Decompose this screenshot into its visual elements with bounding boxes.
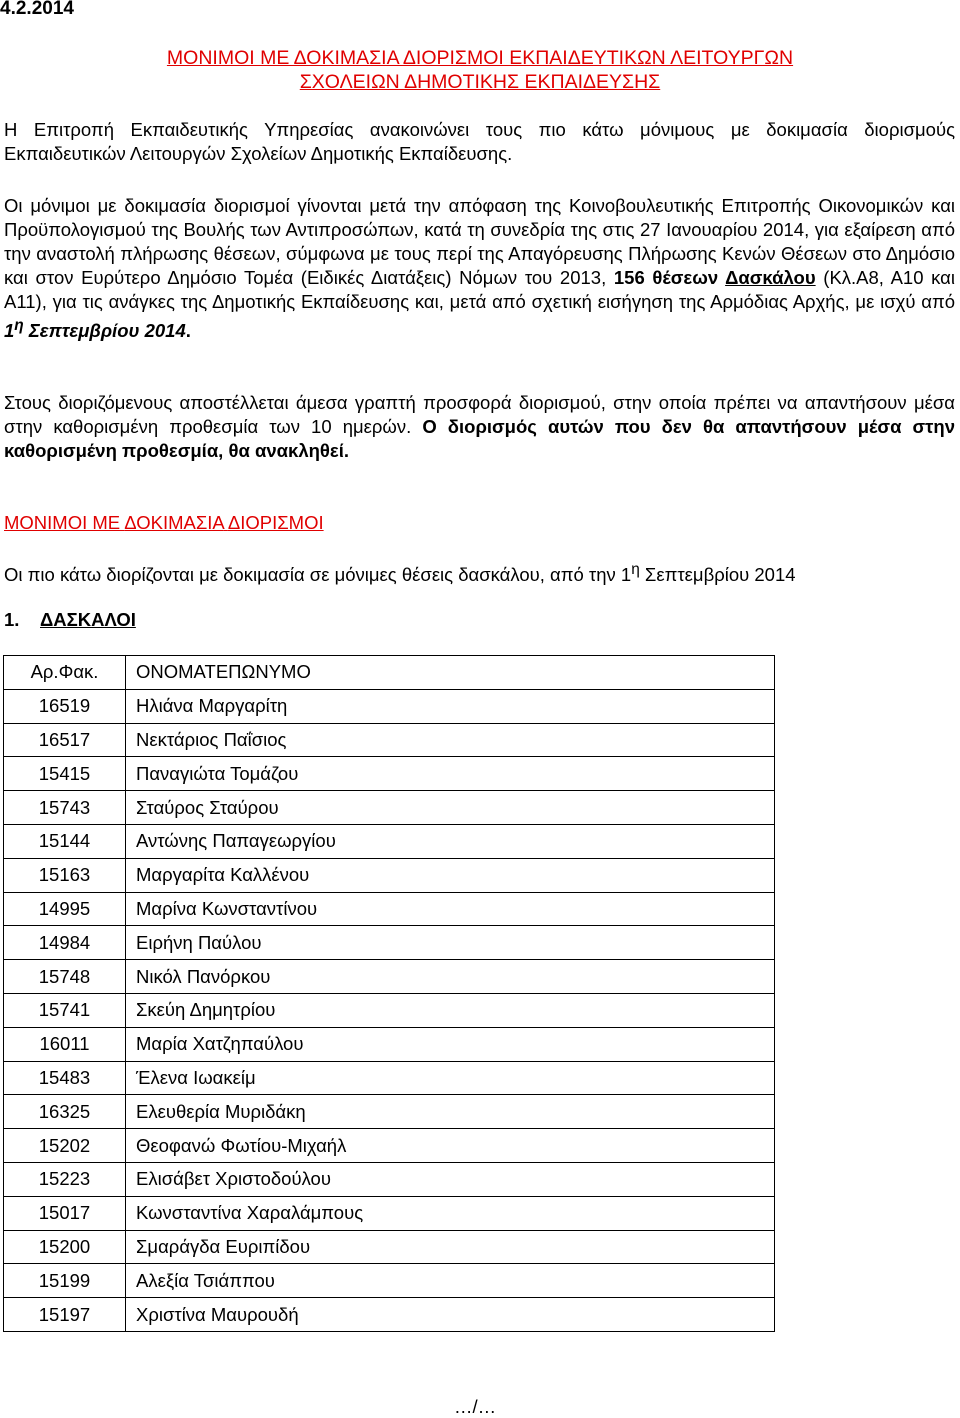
full-name-cell: Μαρία Χατζηπαύλου bbox=[126, 1027, 775, 1061]
file-number-cell: 15017 bbox=[4, 1196, 126, 1230]
header-file-number: Αρ.Φακ. bbox=[4, 656, 126, 690]
file-number-cell: 15197 bbox=[4, 1298, 126, 1332]
table-row bbox=[4, 858, 775, 892]
header-full-name: ΟΝΟΜΑΤΕΠΩΝΥΜΟ bbox=[126, 656, 775, 690]
offer-text: Στους διοριζόμενους αποστέλλεται άμεσα γραπτή προσφορά διορισμού, στην οποία πρέπει να απαντήσουν μέσα στην καθορισμένη προθεσμία των 10 ημερών. bbox=[4, 392, 955, 437]
revocation-notice: Ο διορισμός αυτών που δεν θα απαντήσουν μέσα στην καθορισμένη προθεσμία, θα ανακληθεί. bbox=[4, 416, 956, 461]
title-line-1: ΜΟΝΙΜΟΙ ΜΕ ΔΟΚΙΜΑΣΙΑ ΔΙΟΡΙΣΜΟΙ ΕΚΠΑΙΔΕΥΤΙΚΩΝ ΛΕΙΤΟΥΡΓΩΝ bbox=[166, 47, 794, 69]
table-row bbox=[4, 1162, 775, 1196]
full-name-cell: Μαργαρίτα Καλλένου bbox=[126, 858, 775, 892]
table-row bbox=[4, 993, 775, 1027]
full-name-cell: Ελισάβετ Χριστοδούλου bbox=[126, 1162, 775, 1196]
table-row bbox=[4, 1264, 775, 1298]
continuation-marker: …/… bbox=[454, 1396, 497, 1417]
table-row bbox=[4, 1027, 775, 1061]
table-row bbox=[4, 757, 775, 791]
file-number-cell: 16517 bbox=[4, 723, 126, 757]
table-row bbox=[4, 723, 775, 757]
full-name-cell: Σκεύη Δημητρίου bbox=[126, 993, 775, 1027]
table-row bbox=[4, 960, 775, 994]
table-row bbox=[4, 689, 775, 723]
file-number-cell: 14984 bbox=[4, 926, 126, 960]
section-heading: 1. ΔΑΣΚΑΛΟΙ bbox=[4, 609, 136, 630]
full-name-cell: Σταύρος Σταύρου bbox=[126, 791, 775, 825]
full-name-cell: Νεκτάριος Παΐσιος bbox=[126, 723, 775, 757]
full-name-cell: Σμαράγδα Ευριπίδου bbox=[126, 1230, 775, 1264]
appointees-table bbox=[3, 655, 775, 1332]
page-title bbox=[0, 46, 960, 94]
full-name-cell: Μαρίνα Κωνσταντίνου bbox=[126, 892, 775, 926]
table-row bbox=[4, 1230, 775, 1264]
file-number-cell: 15415 bbox=[4, 757, 126, 791]
table-row bbox=[4, 892, 775, 926]
sub-heading: ΜΟΝΙΜΟΙ ΜΕ ΔΟΚΙΜΑΣΙΑ ΔΙΟΡΙΣΜΟΙ bbox=[4, 512, 324, 533]
file-number-cell: 15741 bbox=[4, 993, 126, 1027]
effective-date: $1^\eta$ Σεπτεμβρίου 2014 bbox=[4, 317, 186, 342]
full-name-cell: Ειρήνη Παύλου bbox=[126, 926, 775, 960]
table-row bbox=[4, 1095, 775, 1129]
full-name-cell: Αντώνης Παπαγεωργίου bbox=[126, 824, 775, 858]
decision-text-a: Οι μόνιμοι με δοκιμασία διορισμοί γίνονται μετά την απόφαση της Κοινοβουλευτικής Επιτροπής Οικονομικών και Προϋπολογισμού της Βουλής των Αντιπροσώπων, κατά τη συνεδρία της στις 27 Ιανουαρίου 2014, για εξαίρεση από την αναστολή πλήρωσης θέσεων, σύμφωνα με τους περί της Απαγόρευσης Πλήρωσης Κενών Θέσεων στο Δημόσιο και στον Ευρύτερο Δημόσιο Τομέα (Ειδικές Διατάξεις) Νόμων του 2013, bbox=[4, 195, 955, 288]
file-number-cell: 16325 bbox=[4, 1095, 126, 1129]
table-header-row bbox=[4, 656, 775, 690]
positions-count: 156 θέσεων bbox=[613, 267, 726, 288]
full-name-cell: Έλενα Ιωακείμ bbox=[126, 1061, 775, 1095]
full-name-cell: Νικόλ Πανόρκου bbox=[126, 960, 775, 994]
file-number-cell: 15223 bbox=[4, 1162, 126, 1196]
offer-paragraph bbox=[4, 391, 955, 463]
positions-role: Δασκάλου bbox=[725, 267, 816, 288]
file-number-cell: 16519 bbox=[4, 689, 126, 723]
table-row bbox=[4, 791, 775, 825]
intro-paragraph: Η Επιτροπή Εκπαιδευτικής Υπηρεσίας ανακοινώνει τους πιο κάτω μόνιμους με δοκιμασία διορισμούς Εκπαιδευτικών Λειτουργών Σχολείων Δημοτικής Εκπαίδευσης. bbox=[4, 119, 955, 164]
file-number-cell: 15200 bbox=[4, 1230, 126, 1264]
title-line-2: ΣΧΟΛΕΙΩΝ ΔΗΜΟΤΙΚΗΣ ΕΚΠΑΙΔΕΥΣΗΣ bbox=[299, 71, 661, 93]
date-label: 4.2.2014 bbox=[0, 0, 74, 19]
file-number-cell: 14995 bbox=[4, 892, 126, 926]
file-number-cell: 15144 bbox=[4, 824, 126, 858]
decision-paragraph: Οι μόνιμοι με δοκιμασία διορισμοί γίνονται μετά την απόφαση της Κοινοβουλευτικής Επιτροπής Οικονομικών και Προϋπολογισμού της Βουλής των Αντιπροσώπων, κατά τη συνεδρία της στις 27 Ιανουαρίου 2014, για εξαίρεση από την αναστολή πλήρωσης θέσεων, σύμφωνα με τους περί της Απαγόρευσης Πλήρωσης Κενών Θέσεων στο Δημόσιο και στον Ευρύτερο Δημόσιο Τομέα (Ειδικές Διατάξεις) Νόμων του 2013, 156 θέσεων Δασκάλου (Κλ.Α8, Α10 και Α11), για τις ανάγκες της Δημοτικής Εκπαίδευσης και, μετά από σχετική εισήγηση της Αρμόδιας Αρχής, με ισχύ από $1^\eta$ Σεπτεμβρίου 2014. bbox=[4, 195, 955, 342]
table-row bbox=[4, 824, 775, 858]
table-row bbox=[4, 1298, 775, 1332]
full-name-cell: Παναγιώτα Τομάζου bbox=[126, 757, 775, 791]
file-number-cell: 15748 bbox=[4, 960, 126, 994]
table-row bbox=[4, 926, 775, 960]
file-number-cell: 15743 bbox=[4, 791, 126, 825]
full-name-cell: Ελευθερία Μυριδάκη bbox=[126, 1095, 775, 1129]
file-number-cell: 16011 bbox=[4, 1027, 126, 1061]
file-number-cell: 15163 bbox=[4, 858, 126, 892]
decision-text-b: (Κλ.Α8, Α10 και Α11), για τις ανάγκες της Δημοτικής Εκπαίδευσης και, μετά από σχετική εισήγηση της Αρμόδιας Αρχής, με ισχύ από bbox=[4, 267, 955, 312]
full-name-cell: Κωνσταντίνα Χαραλάμπους bbox=[126, 1196, 775, 1230]
file-number-cell: 15202 bbox=[4, 1129, 126, 1163]
table-row bbox=[4, 1196, 775, 1230]
file-number-cell: 15483 bbox=[4, 1061, 126, 1095]
appointment-intro: Οι πιο κάτω διορίζονται με δοκιμασία σε μόνιμες θέσεις δασκάλου, από την $1^\eta$ Σεπτεμβρίου 2014 bbox=[4, 561, 796, 586]
full-name-cell: Θεοφανώ Φωτίου-Μιχαήλ bbox=[126, 1129, 775, 1163]
file-number-cell: 15199 bbox=[4, 1264, 126, 1298]
full-name-cell: Αλεξία Τσιάππου bbox=[126, 1264, 775, 1298]
table-row bbox=[4, 1061, 775, 1095]
full-name-cell: Ηλιάνα Μαργαρίτη bbox=[126, 689, 775, 723]
full-name-cell: Χριστίνα Μαυρουδή bbox=[126, 1298, 775, 1332]
table-row bbox=[4, 1129, 775, 1163]
